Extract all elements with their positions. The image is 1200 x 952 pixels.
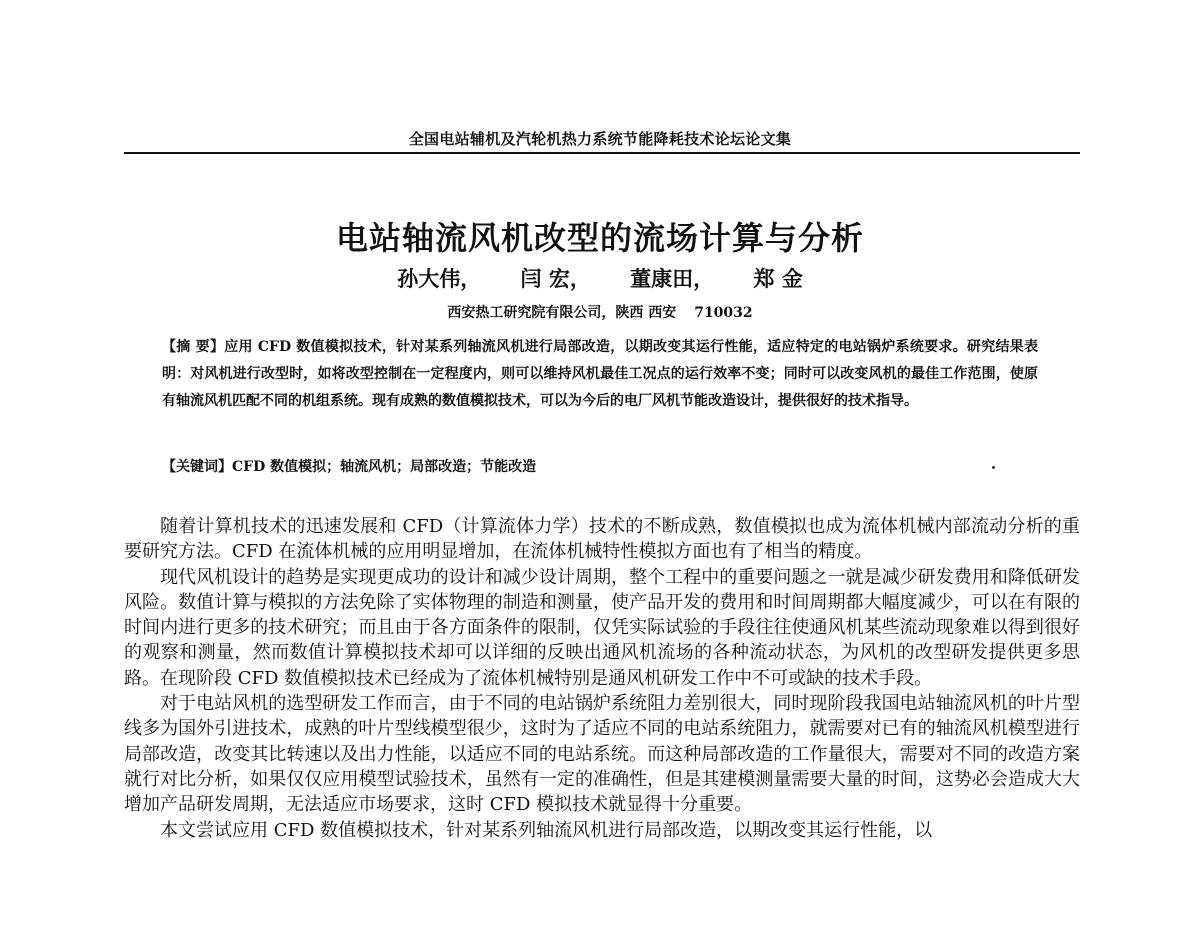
postcode: 710032 bbox=[694, 305, 753, 321]
author-1: 孙大伟， bbox=[397, 266, 482, 291]
abstract-text: 应用 CFD 数值模拟技术，针对某系列轴流风机进行局部改造，以期改变其运行性能，适应特定的电站锅炉系统要求。研究结果表明：对风机进行改型时，如将改型控制在一定程度内，则可以维持风机最佳工况点的运行效率不变；同时可以改变风机的最佳工作范围，使原有轴流风机匹配不同的机组系统。现有成熟的数值模拟技术，可以为今后的电厂风机节能改造设计，提供很好的技术指导。 bbox=[162, 339, 1039, 409]
author-2: 闫 宏， bbox=[520, 266, 591, 291]
body-paragraph-4: 本文尝试应用 CFD 数值模拟技术，针对某系列轴流风机进行局部改造，以期改变其运行性能，以 bbox=[160, 819, 933, 841]
paper-title: 电站轴流风机改型的流场计算与分析 bbox=[335, 219, 864, 257]
abstract-label: 【摘 要】 bbox=[162, 339, 225, 355]
body-paragraph-3: 对于电站风机的选型研发工作而言，由于不同的电站锅炉系统阻力差别很大，同时现阶段我国电站轴流风机的叶片型线多为国外引进技术，成熟的叶片型线模型很少，这时为了适应不同的电站系统阻力，就需要对已有的轴流风机模型进行局部改造，改变其比转速以及出力性能，以适应不同的电站系统。而这种局部改造的工作量很大，需要对不同的改造方案就行对比分析，如果仅仅应用模型试验技术，虽然有一定的准确性，但是其建模测量需要大量的时间，这势必会造成大大增加产品研发周期，无法适应市场要求，这时 CFD 模拟技术就显得十分重要。 bbox=[124, 693, 1080, 816]
keywords-text: CFD 数值模拟；轴流风机；局部改造；节能改造 bbox=[232, 459, 537, 475]
author-4: 郑 金 bbox=[753, 266, 803, 291]
keywords bbox=[162, 455, 1038, 479]
author-list bbox=[0, 263, 1200, 293]
header-rule bbox=[124, 152, 1080, 154]
keywords-label: 【关键词】 bbox=[162, 459, 232, 475]
body-paragraph-1: 随着计算机技术的迅速发展和 CFD（计算流体力学）技术的不断成熟，数值模拟也成为流体机械内部流动分析的重要研究方法。CFD 在流体机械的应用明显增加，在流体机械特性模拟方面也有了相当的精度。 bbox=[124, 516, 1080, 563]
affiliation bbox=[0, 302, 1200, 322]
running-header: 全国电站辅机及汽轮机热力系统节能降耗技术论坛论文集 bbox=[408, 130, 792, 148]
abstract bbox=[162, 334, 1038, 415]
author-3: 董康田， bbox=[630, 266, 715, 291]
scan-speck bbox=[992, 466, 995, 469]
body-text bbox=[124, 514, 1080, 843]
affiliation-name: 西安热工研究院有限公司，陕西 西安 bbox=[447, 305, 677, 321]
body-paragraph-2: 现代风机设计的趋势是实现更成功的设计和减少设计周期，整个工程中的重要问题之一就是减少研发费用和降低研发风险。数值计算与模拟的方法免除了实体物理的制造和测量，使产品开发的费用和时间周期都大幅度减少，可以在有限的时间内进行更多的技术研究；而且由于各方面条件的限制，仅凭实际试验的手段往往使通风机某些流动现象难以得到很好的观察和测量，然而数值计算模拟技术却可以详细的反映出通风机流场的各种流动状态，为风机的改型研发提供更多思路。在现阶段 CFD 数值模拟技术已经成为了流体机械特别是通风机研发工作中不可或缺的技术手段。 bbox=[124, 566, 1080, 689]
